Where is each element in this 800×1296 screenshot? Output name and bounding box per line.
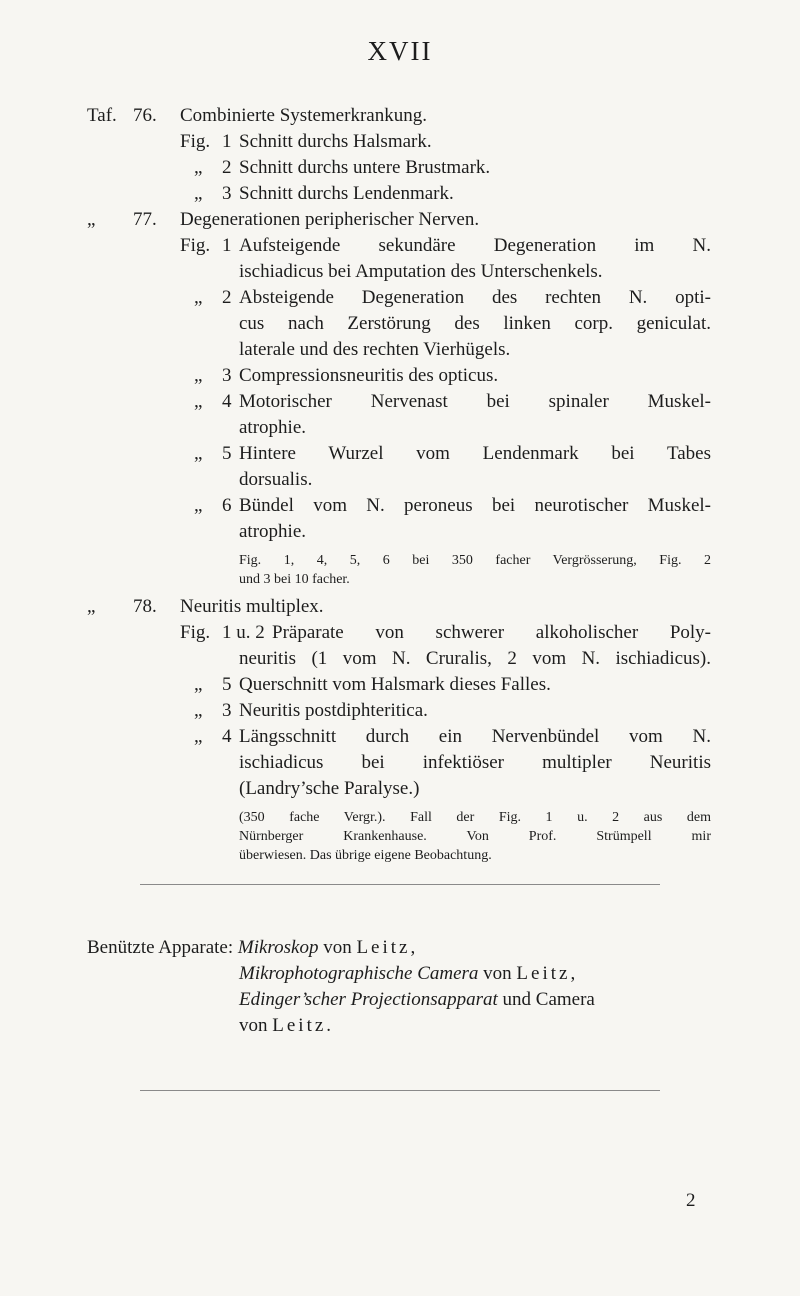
apparatus-von: von xyxy=(323,937,352,958)
apparatus-und: und Camera xyxy=(502,989,595,1010)
fig-label: „ xyxy=(194,391,203,412)
case-note: (350 fache Vergr.). Fall der Fig. 1 u. 2 aus dem xyxy=(239,810,711,825)
fig-text: Längsschnitt durch ein Nervenbündel vom N. xyxy=(239,726,711,747)
apparatus-von: von xyxy=(483,963,512,984)
fig-text: Compressionsneuritis des opticus. xyxy=(239,365,499,386)
apparatus-microscope: Mikroskop xyxy=(237,937,319,958)
plate-title: Combinierte Systemerkrankung. xyxy=(180,105,427,126)
taf-label: „ xyxy=(87,596,96,617)
fig-number: 5 xyxy=(222,443,232,464)
fig-text: Querschnitt vom Halsmark dieses Falles. xyxy=(239,674,551,695)
fig-text: Schnitt durchs Lendenmark. xyxy=(239,183,454,204)
fig-number: 2 xyxy=(222,157,232,178)
case-note: überwiesen. Das übrige eigene Beobachtung. xyxy=(239,848,492,863)
fig-label: „ xyxy=(194,183,203,204)
apparatus-von: von xyxy=(239,1015,268,1036)
taf-label: „ xyxy=(87,209,96,230)
fig-label: „ xyxy=(194,700,203,721)
fig-number: 1 xyxy=(222,235,232,256)
fig-label: „ xyxy=(194,365,203,386)
apparatus-line xyxy=(239,961,578,987)
plate-number: 76. xyxy=(133,105,157,126)
fig-label: „ xyxy=(194,157,203,178)
fig-text: (Landry’sche Paralyse.) xyxy=(239,778,420,799)
fig-number: 6 xyxy=(222,495,232,516)
fig-label: Fig. xyxy=(180,622,211,643)
fig-text: dorsualis. xyxy=(239,469,313,490)
magnification-note: Fig. 1, 4, 5, 6 bei 350 facher Vergrösserung, Fig. 2 xyxy=(239,553,711,568)
fig-text: ischiadicus bei infektiöser multipler Neuritis xyxy=(239,752,711,773)
apparatus-line xyxy=(87,935,418,961)
fig-text: atrophie. xyxy=(239,417,307,438)
fig-label: „ xyxy=(194,495,203,516)
fig-label: „ xyxy=(194,287,203,308)
page-header: XVII xyxy=(367,36,433,66)
fig-label: „ xyxy=(194,726,203,747)
fig-text: Präparate von schwerer alkoholischer Poly- xyxy=(272,622,711,643)
fig-text: Aufsteigende sekundäre Degeneration im N. xyxy=(239,235,711,256)
plate-number: 77. xyxy=(133,209,157,230)
fig-text: atrophie. xyxy=(239,521,307,542)
fig-label: Fig. xyxy=(180,131,211,152)
fig-text: Motorischer Nervenast bei spinaler Muskel- xyxy=(239,391,711,412)
apparatus-line xyxy=(239,987,595,1013)
fig-text: Absteigende Degeneration des rechten N. opti- xyxy=(239,287,711,308)
fig-label: Fig. xyxy=(180,235,211,256)
fig-number: 3 xyxy=(222,700,232,721)
taf-label: Taf. xyxy=(87,105,117,126)
fig-label: „ xyxy=(194,443,203,464)
fig-number: 5 xyxy=(222,674,232,695)
fig-number: 1 xyxy=(222,131,232,152)
fig-text: Neuritis postdiphteritica. xyxy=(239,700,428,721)
apparatus-maker: Leitz. xyxy=(272,1015,335,1036)
fig-number: 4 xyxy=(222,726,232,747)
fig-text: Schnitt durchs Halsmark. xyxy=(239,131,432,152)
fig-text: cus nach Zerstörung des linken corp. geniculat. xyxy=(239,313,711,334)
fig-text: Bündel vom N. peroneus bei neurotischer Muskel- xyxy=(239,495,711,516)
fig-number: 3 xyxy=(222,183,232,204)
plate-title: Degenerationen peripherischer Nerven. xyxy=(180,209,480,230)
apparatus-maker: Leitz, xyxy=(356,937,419,958)
divider xyxy=(140,1090,660,1091)
page-number: 2 xyxy=(686,1190,696,1211)
apparatus-projector: Edinger’scher Projectionsapparat xyxy=(239,989,498,1010)
fig-number: 3 xyxy=(222,365,232,386)
plate-number: 78. xyxy=(133,596,157,617)
case-note: Nürnberger Krankenhause. Von Prof. Strümpell mir xyxy=(239,829,711,844)
plate-title: Neuritis multiplex. xyxy=(180,596,324,617)
fig-text: Hintere Wurzel vom Lendenmark bei Tabes xyxy=(239,443,711,464)
apparatus-lead: Benützte Apparate: xyxy=(87,937,234,958)
fig-text: neuritis (1 vom N. Cruralis, 2 vom N. ischiadicus). xyxy=(239,648,711,669)
fig-text: ischiadicus bei Amputation des Unterschenkels. xyxy=(239,261,603,282)
fig-text: Schnitt durchs untere Brustmark. xyxy=(239,157,491,178)
fig-text: laterale und des rechten Vierhügels. xyxy=(239,339,511,360)
fig-number: 4 xyxy=(222,391,232,412)
apparatus-maker: Leitz, xyxy=(516,963,579,984)
magnification-note: und 3 bei 10 facher. xyxy=(239,572,350,587)
divider xyxy=(140,884,660,885)
fig-number: 2 xyxy=(222,287,232,308)
fig-number: 1 u. 2 xyxy=(222,622,265,643)
apparatus-camera: Mikrophotographische Camera xyxy=(239,963,479,984)
apparatus-line xyxy=(239,1013,334,1039)
fig-label: „ xyxy=(194,674,203,695)
